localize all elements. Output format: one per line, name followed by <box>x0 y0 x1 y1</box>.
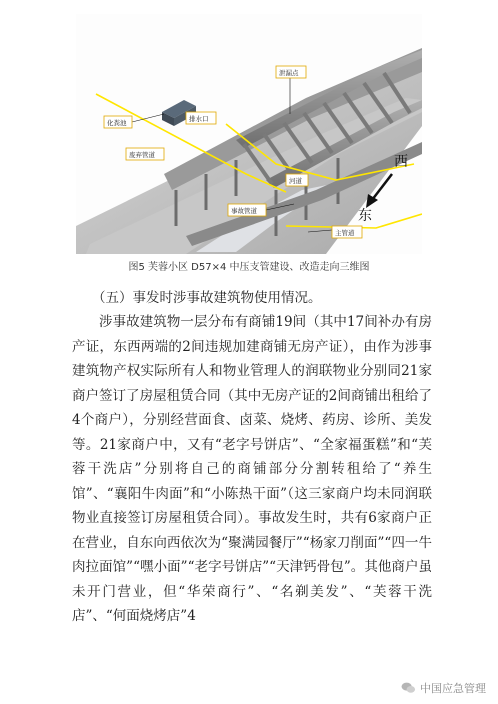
label-main-pipeline <box>332 226 362 238</box>
label-abandoned-pipeline <box>126 148 164 160</box>
svg-text:排水口: 排水口 <box>189 115 209 123</box>
watermark <box>401 680 486 696</box>
svg-text:主管道: 主管道 <box>335 229 355 237</box>
svg-text:事故管道: 事故管道 <box>231 207 257 215</box>
figure-caption: 图5 芙蓉小区 D57×4 中压支管建设、改造走向三维图 <box>128 262 370 273</box>
watermark-text: 中国应急管理 <box>420 682 486 695</box>
svg-text:河道: 河道 <box>289 177 302 185</box>
svg-text:泄漏点: 泄漏点 <box>279 69 299 77</box>
label-drain-outlet <box>186 112 216 124</box>
direction-east: 东 <box>358 208 372 224</box>
label-leak-point <box>276 66 306 78</box>
pipeline-3d-figure <box>76 14 422 254</box>
svg-text:废弃管道: 废弃管道 <box>129 151 155 159</box>
label-incident-pipeline <box>228 204 266 216</box>
label-river <box>286 174 308 186</box>
direction-west: 西 <box>394 154 408 170</box>
body-paragraph: 涉事故建筑物一层分布有商铺19间（其中17间补办有房产证，东西两端的2间违规加建商铺无房产证），由作为涉事建筑物产权实际所有人和物业管理人的润联物业分别同21家商户签订了房屋租赁合同（其中无房产证的2间商铺出租给了4个商户），分别经营面食、卤菜、烧烤、药房、诊所、美发等。21家商户中，又有“老字号饼店”、“全家福蛋糕”和“芙蓉干洗店”分别将自己的商铺部分分割转租给了“养生馆”、“襄阳牛肉面”和“小陈热干面”（这三家商户均未同润联物业直接签订房屋租赁合同）。事故发生时，共有6家商户正在营业，自东向西依次为“聚满园餐厅”“杨家刀削面”“四一牛肉拉面馆”“嘿小面”“老字号饼店”“天津钙骨包”。其他商户虽未开门营业，但“华荣商行”、“名剃美发”、“芙蓉干洗店”、“何面烧烤店”4 <box>72 314 432 624</box>
section-heading: （五）事发时涉事故建筑物使用情况。 <box>92 290 322 306</box>
label-septic-tank <box>104 116 132 128</box>
pipeline-3d-diagram <box>76 14 422 254</box>
svg-text:化粪池: 化粪池 <box>107 119 127 127</box>
body-text <box>72 286 432 629</box>
wechat-icon <box>401 682 416 694</box>
